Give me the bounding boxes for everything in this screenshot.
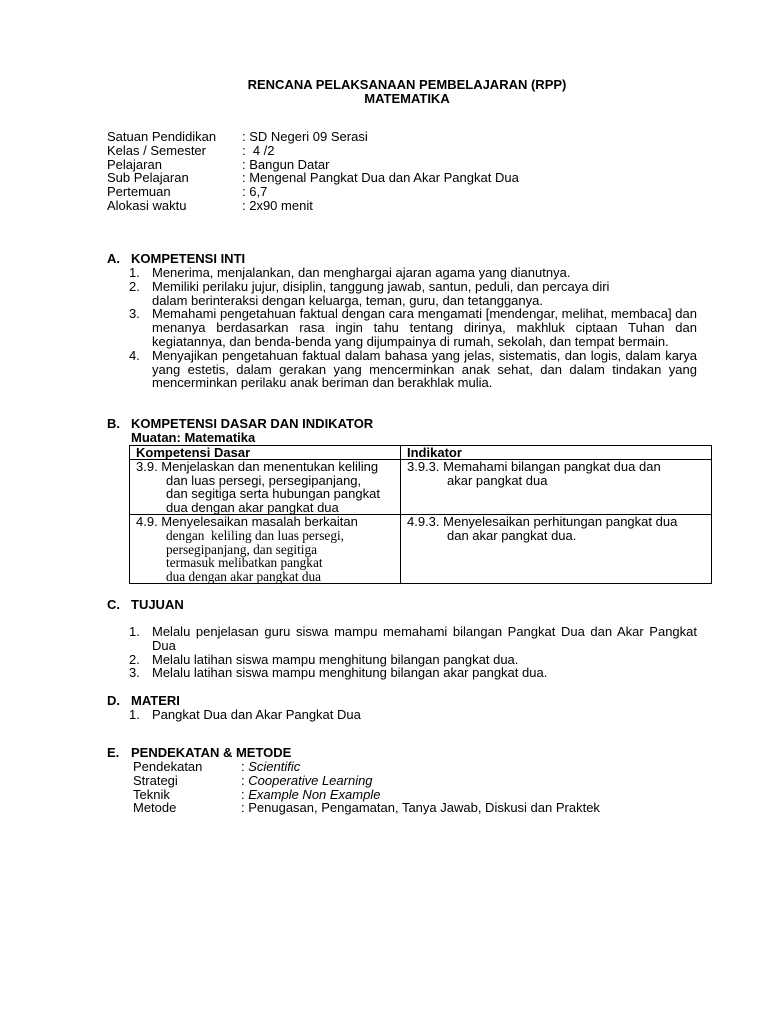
info-row (107, 130, 519, 144)
cell-line: akar pangkat dua (447, 472, 548, 488)
table-header-row (130, 446, 712, 460)
approach-value: Example Non Example (248, 786, 381, 802)
item-number: 1. (129, 265, 140, 280)
info-row (107, 171, 519, 185)
section-title: PENDEKATAN & METODE (131, 745, 292, 760)
info-value: : Mengenal Pangkat Dua dan Akar Pangkat Dua (242, 170, 519, 186)
indikator-cell (401, 460, 712, 515)
section-d-heading (107, 694, 180, 708)
info-row (107, 185, 519, 199)
approach-row (133, 774, 600, 788)
info-key: Satuan Pendidikan (107, 129, 217, 144)
section-a-heading (107, 252, 245, 266)
item-text: Melalu penjelasan guru siswa mampu memahami bilangan Pangkat Dua dan Akar Pangkat Dua (152, 624, 697, 653)
item-number: 3. (129, 306, 140, 322)
approach-key: Metode (133, 800, 177, 816)
kd-cell (130, 515, 401, 584)
info-key: Alokasi waktu (107, 197, 187, 213)
item-number: 2. (129, 278, 140, 294)
list-item (129, 266, 697, 280)
info-value: : 6,7 (242, 184, 268, 200)
info-row (107, 144, 519, 158)
info-key: Pertemuan (107, 184, 171, 200)
list-item (129, 666, 697, 680)
kompetensi-table (129, 445, 712, 584)
approach-row (133, 801, 600, 815)
item-text: Menyajikan pengetahuan faktual dalam bahasa yang jelas, sistematis, dan logis, dalam karya yang estetis, dalam gerakan yang mencerminkan anak sehat, dan dalam tindakan yang mencerminkan perilaku anak beriman dan berakhlak mulia. (152, 347, 697, 391)
approach-colon: : (241, 759, 249, 774)
approach-key: Strategi (133, 772, 178, 788)
indikator-cell (401, 515, 712, 584)
column-header-indikator: Indikator (401, 446, 712, 460)
item-text: Pangkat Dua dan Akar Pangkat Dua (152, 707, 361, 722)
info-value: : SD Negeri 09 Serasi (242, 129, 368, 144)
section-e-heading (107, 746, 291, 760)
approach-value: Cooperative Learning (248, 772, 373, 788)
approach-value: Scientific (248, 759, 301, 774)
list-item (129, 625, 697, 653)
section-title: TUJUAN (131, 597, 184, 612)
approach-key: Teknik (133, 786, 170, 802)
info-row (107, 158, 519, 172)
kompetensi-inti-list (129, 266, 697, 390)
approach-key: Pendekatan (133, 759, 203, 774)
list-item (129, 280, 697, 308)
list-item (129, 349, 697, 390)
info-key: Sub Pelajaran (107, 170, 189, 186)
item-text: Melalu latihan siswa mampu menghitung bilangan akar pangkat dua. (152, 665, 548, 681)
section-c-heading (107, 598, 184, 612)
info-row (107, 199, 519, 213)
section-letter: A. (107, 251, 120, 266)
section-letter: D. (107, 693, 120, 708)
info-key: Kelas / Semester (107, 142, 206, 158)
section-letter: B. (107, 416, 120, 431)
title-line-1: RENCANA PELAKSANAAN PEMBELAJARAN (RPP) (247, 77, 567, 92)
item-number: 1. (129, 707, 140, 722)
list-item (129, 653, 697, 667)
item-text: Melalu latihan siswa mampu menghitung bilangan pangkat dua. (152, 651, 519, 667)
cell-line: persegipanjang, dan segitiga (166, 541, 318, 557)
section-letter: E. (107, 745, 120, 760)
cell-line: dua dengan akar pangkat dua (166, 499, 339, 515)
cell-line: 3.9.3. Memahami bilangan pangkat dua dan (407, 459, 661, 474)
tujuan-list (129, 625, 697, 680)
cell-line: dan luas persegi, persegipanjang, (166, 472, 362, 488)
approach-colon: : (241, 772, 249, 788)
list-item (129, 307, 697, 348)
title-line-2: MATEMATIKA (364, 91, 450, 106)
info-value: : 4 /2 (242, 142, 275, 158)
cell-line: 4.9. Menyelesaikan masalah berkaitan (136, 514, 358, 530)
section-letter: C. (107, 597, 120, 612)
info-value: : Bangun Datar (242, 156, 330, 172)
table-row (130, 515, 712, 584)
approach-row (133, 760, 600, 774)
item-number: 2. (129, 651, 140, 667)
cell-line: dan akar pangkat dua. (447, 527, 577, 543)
materi-list (129, 708, 697, 722)
item-number: 4. (129, 347, 140, 363)
section-b-heading (107, 417, 373, 431)
section-title: KOMPETENSI INTI (131, 251, 246, 266)
cell-line: termasuk melibatkan pangkat (166, 555, 323, 571)
item-number: 1. (129, 624, 140, 639)
cell-line: dua dengan akar pangkat dua (166, 568, 322, 584)
info-value: : 2x90 menit (242, 197, 313, 213)
section-title: MATERI (131, 693, 180, 708)
column-header-kd: Kompetensi Dasar (130, 446, 401, 460)
table-row (130, 460, 712, 515)
approach-value: Penugasan, Pengamatan, Tanya Jawab, Diskusi dan Praktek (248, 800, 600, 816)
pendekatan-block (133, 760, 600, 815)
kd-cell (130, 460, 401, 515)
cell-line: dan segitiga serta hubungan pangkat (166, 486, 380, 502)
cell-line: 4.9.3. Menyelesaikan perhitungan pangkat dua (407, 514, 678, 530)
identity-block (107, 130, 519, 213)
item-text: Memiliki perilaku jujur, disiplin, tanggung jawab, santun, peduli, dan percaya diri dalam berinteraksi dengan keluarga, teman, guru, dan tetangganya. (152, 278, 610, 308)
document-title (0, 78, 768, 106)
approach-row (133, 788, 600, 802)
approach-colon: : (241, 786, 249, 802)
approach-colon: : (241, 800, 249, 816)
muatan-label: Muatan: Matematika (131, 430, 256, 445)
item-text: Memahami pengetahuan faktual dengan cara mengamati [mendengar, melihat, membaca] dan menanya berdasarkan rasa ingin tahu tentang dirinya, makhluk ciptaan Tuhan dan kegiatannya, dan benda-benda yang dijumpainya di rumah, sekolah, dan tempat bermain. (152, 306, 697, 349)
cell-line: dengan keliling dan luas persegi, (166, 527, 344, 543)
info-key: Pelajaran (107, 156, 162, 172)
item-number: 3. (129, 665, 140, 681)
cell-line: 3.9. Menjelaskan dan menentukan keliling (136, 459, 379, 474)
section-title: KOMPETENSI DASAR DAN INDIKATOR (131, 416, 374, 431)
item-text: Menerima, menjalankan, dan menghargai ajaran agama yang dianutnya. (152, 265, 571, 280)
list-item (129, 708, 697, 722)
